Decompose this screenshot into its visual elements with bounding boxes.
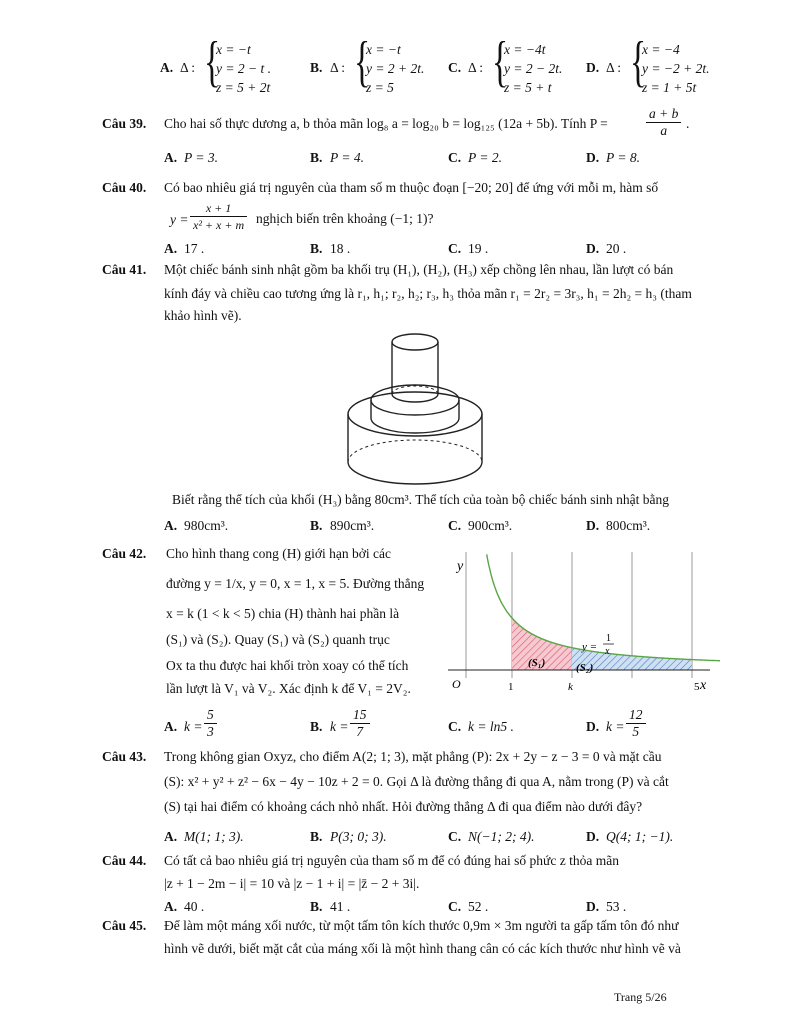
q43-option-c-label: C. <box>448 829 462 844</box>
q43-number: Câu 43. <box>102 749 147 764</box>
x-axis-label: x <box>700 678 707 693</box>
q44-option-a: 40 . <box>184 899 205 914</box>
q40-number: Câu 40. <box>102 180 147 195</box>
q44-option-c-label: C. <box>448 899 462 914</box>
page-number: Trang 5/26 <box>614 990 667 1004</box>
q39-option-c: P = 2. <box>468 150 502 165</box>
q42-line6: lần lượt là V₁ và V₂. Xác định k để V₁ = 2V₂. <box>166 681 411 696</box>
q44-line1: Có tất cả bao nhiêu giá trị nguyên của tham số m để có đúng hai số phức z thỏa mãn <box>164 853 619 868</box>
q42-option-b-fraction <box>350 707 370 740</box>
q42-line2: đường y = 1/x, y = 0, x = 1, x = 5. Đường thẳng <box>166 576 425 591</box>
hyperbola-area-graph <box>448 548 720 700</box>
q42-line5: Ox ta thu được hai khối tròn xoay có thể tích <box>166 658 409 673</box>
q42-line4: (S₁) và (S₂). Quay (S₁) và (S₂) quanh trục <box>166 632 390 647</box>
q39-fraction-den: a <box>660 123 668 138</box>
q38-option-a-label: A. <box>160 60 174 75</box>
q40-line1: Có bao nhiêu giá trị nguyên của tham số m thuộc đoạn [−20; 20] để ứng với mỗi m, hàm số <box>164 180 659 195</box>
q38-a-line3: z = 5 + 2t <box>216 80 271 95</box>
q38-c-line1: x = −4t <box>504 42 546 57</box>
q42-option-a-fraction <box>204 707 217 740</box>
q44-line2: |z + 1 − 2m − i| = 10 và |z − 1 + i| = |z̄ − 2 + 3i|. <box>164 876 420 891</box>
q39-option-c-label: C. <box>448 150 462 165</box>
q43-line1: Trong không gian Oxyz, cho điểm A(2; 1; 3), mặt phẳng (P): 2x + 2y − z − 3 = 0 và mặt cầu <box>164 749 662 764</box>
q43-option-d: Q(4; 1; −1). <box>606 829 674 844</box>
q42-line3: x = k (1 < k < 5) chia (H) thành hai phần là <box>166 606 400 621</box>
q42-line1: Cho hình thang cong (H) giới hạn bởi các <box>166 546 391 561</box>
q42-d-den: 5 <box>632 724 640 739</box>
q42-a-den: 3 <box>207 724 214 739</box>
q39-fraction <box>646 106 681 139</box>
q42-option-c: k = ln5 . <box>468 719 514 734</box>
q40-line2: nghịch biến trên khoảng (−1; 1)? <box>256 211 434 226</box>
q40-y-eq: y = <box>170 212 189 227</box>
q38-a-line2: y = 2 − t . <box>216 61 271 76</box>
q41-line3: khảo hình vẽ). <box>164 308 242 323</box>
q38-options <box>160 31 790 100</box>
q40-option-c: 19 . <box>468 241 489 256</box>
q38-option-b-label: B. <box>310 60 323 75</box>
q44-option-b-label: B. <box>310 899 323 914</box>
q38-c-line2: y = 2 − 2t. <box>504 61 563 76</box>
cake-cylinders-figure <box>340 322 490 500</box>
q41-option-b-label: B. <box>310 518 323 533</box>
q44-number: Câu 44. <box>102 853 147 868</box>
curve-label-num: 1 <box>606 633 611 644</box>
q45-line1: Để làm một máng xối nước, từ một tấm tôn kích thước 0,9m × 3m người ta gấp tấm tôn đó như <box>164 918 679 933</box>
q44-option-b: 41 . <box>330 899 351 914</box>
q43-line2: (S): x² + y² + z² − 6x − 4y − 10z + 2 = 0. Gọi Δ là đường thẳng đi qua A, nằm trong (P) và cắt <box>164 774 669 789</box>
y-axis-label: y <box>457 559 464 574</box>
q38-option-d-prefix: Δ : <box>606 60 622 75</box>
q44-option-d: 53 . <box>606 899 627 914</box>
q38-option-d-label: D. <box>586 60 600 75</box>
q43-option-b: P(3; 0; 3). <box>330 829 387 844</box>
q38-option-a-system <box>204 31 314 100</box>
q40-option-d: 20 . <box>606 241 627 256</box>
s1-label: (S₁) <box>528 657 546 669</box>
q41-option-b: 890cm³. <box>330 518 375 533</box>
q41-line4: Biết rằng thể tích của khối (H₃) bằng 80cm³. Thể tích của toàn bộ chiếc bánh sinh nhật bằng <box>172 492 669 507</box>
q40-option-a: 17 . <box>184 241 205 256</box>
q38-option-b-prefix: Δ : <box>330 60 346 75</box>
q41-option-c-label: C. <box>448 518 462 533</box>
q39-option-d: P = 8. <box>606 150 640 165</box>
q39-option-a: P = 3. <box>184 150 218 165</box>
q42-option-c-label: C. <box>448 719 462 734</box>
q42-b-num: 15 <box>350 707 370 724</box>
q39-number: Câu 39. <box>102 116 147 131</box>
tick-5: 5 <box>694 681 700 693</box>
q38-d-line1: x = −4 <box>642 42 680 57</box>
q39-fraction-num: a + b <box>646 106 681 123</box>
brace-icon: { <box>204 31 221 93</box>
q41-number: Câu 41. <box>102 262 147 277</box>
q38-b-line3: z = 5 <box>366 80 394 95</box>
q38-d-line3: z = 1 + 5t <box>642 80 697 95</box>
q45-line2: hình vẽ dưới, biết mặt cắt của máng xối là một hình thang cân có các kích thước như hình vẽ và <box>164 941 681 956</box>
q44-option-c: 52 . <box>468 899 489 914</box>
q45-number: Câu 45. <box>102 918 147 933</box>
origin-label: O <box>452 677 461 691</box>
q42-option-d-prefix: k = <box>606 719 625 734</box>
q43-option-b-label: B. <box>310 829 323 844</box>
q40-fraction <box>190 200 247 233</box>
q38-d-line2: y = −2 + 2t. <box>642 61 710 76</box>
q42-option-d-label: D. <box>586 719 600 734</box>
brace-icon: { <box>492 31 509 93</box>
q41-line2: kính đáy và chiều cao tương ứng là r₁, h₁; r₂, h₂; r₃, h₃ thỏa mãn r₁ = 2r₂ = 3r₃, h₁ = 2h₂ = h₃ (tham <box>164 286 692 301</box>
q44-option-d-label: D. <box>586 899 600 914</box>
curve-label-den: x <box>605 646 610 657</box>
q38-b-line2: y = 2 + 2t. <box>366 61 425 76</box>
q42-a-num: 5 <box>204 707 217 724</box>
q39-option-b-label: B. <box>310 150 323 165</box>
q40-option-d-label: D. <box>586 241 600 256</box>
q42-option-a-label: A. <box>164 719 178 734</box>
q38-option-c-label: C. <box>448 60 462 75</box>
q42-option-b-prefix: k = <box>330 719 349 734</box>
q40-option-b-label: B. <box>310 241 323 256</box>
q39-option-b: P = 4. <box>330 150 364 165</box>
q40-fraction-den: x² + x + m <box>193 218 245 232</box>
q42-option-d-fraction <box>626 707 646 740</box>
q38-option-a-prefix: Δ : <box>180 60 196 75</box>
q40-fraction-num: x + 1 <box>190 200 247 217</box>
q43-option-c: N(−1; 2; 4). <box>468 829 535 844</box>
q38-c-line3: z = 5 + t <box>504 80 552 95</box>
q39-period: . <box>686 116 690 131</box>
q39-option-a-label: A. <box>164 150 178 165</box>
q44-option-a-label: A. <box>164 899 178 914</box>
q40-option-b: 18 . <box>330 241 351 256</box>
curve-label-prefix: y = <box>582 641 598 653</box>
q39-option-d-label: D. <box>586 150 600 165</box>
q42-d-num: 12 <box>626 707 646 724</box>
s2-label: (S₂) <box>576 662 594 674</box>
q43-option-a: M(1; 1; 3). <box>184 829 244 844</box>
q42-option-a-prefix: k = <box>184 719 203 734</box>
q43-option-a-label: A. <box>164 829 178 844</box>
q41-line1: Một chiếc bánh sinh nhật gồm ba khối trụ (H₁), (H₂), (H₃) xếp chồng lên nhau, lần lượt có bán <box>164 262 674 277</box>
q38-a-line1: x = −t <box>216 42 251 57</box>
brace-icon: { <box>354 31 371 93</box>
tick-1: 1 <box>508 681 514 693</box>
tick-k: k <box>568 681 573 693</box>
q40-option-c-label: C. <box>448 241 462 256</box>
q41-option-a: 980cm³. <box>184 518 229 533</box>
brace-icon: { <box>630 31 647 93</box>
q38-option-c-prefix: Δ : <box>468 60 484 75</box>
q40-option-a-label: A. <box>164 241 178 256</box>
q41-option-c: 900cm³. <box>468 518 513 533</box>
q41-option-a-label: A. <box>164 518 178 533</box>
q39-text: Cho hai số thực dương a, b thỏa mãn log₈ a = log₂₀ b = log₁₂₅ (12a + 5b). Tính P = <box>164 116 608 131</box>
q38-option-d-system <box>630 31 750 100</box>
q43-line3: (S) tại hai điểm có khoảng cách nhỏ nhất. Hỏi đường thẳng Δ đi qua điểm nào dưới đây? <box>164 799 643 814</box>
q41-option-d: 800cm³. <box>606 518 651 533</box>
q42-option-b-label: B. <box>310 719 323 734</box>
q42-number: Câu 42. <box>102 546 147 561</box>
q38-b-line1: x = −t <box>366 42 401 57</box>
q42-b-den: 7 <box>356 724 364 739</box>
q43-option-d-label: D. <box>586 829 600 844</box>
q41-option-d-label: D. <box>586 518 600 533</box>
